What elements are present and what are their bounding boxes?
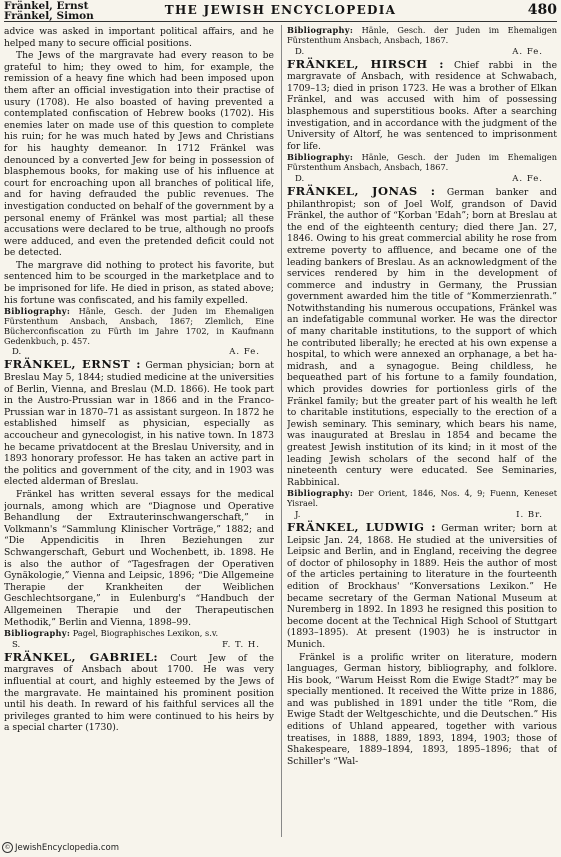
paragraph: The margrave did nothing to protect his favorite, but sentenced him to be scourged in the marketplace and to be imprisoned for life. He died in prison, as stated above; his fortune was confiscated, and his family expelled. [4,259,274,306]
site-credit-text: JewishEncyclopedia.com [15,843,120,853]
entry-heading: FRÄNKEL, LUDWIG : [287,519,436,534]
signature [4,640,274,650]
signature [287,510,557,520]
signature-initial: D. [295,173,305,184]
signature-author: A. Fe. [512,46,543,57]
signature-initial: D. [295,46,305,57]
header-rule [4,21,557,22]
site-credit[interactable] [2,842,119,853]
entry-hirsch [287,56,557,153]
bibliography-text: Der Orient, 1846, Nos. 4, 9; Fuenn, Keneset Yisrael. [287,488,557,509]
entry-ludwig [287,519,557,651]
paragraph: advice was asked in important political affairs, and he helped many to secure official positions. [4,26,274,49]
signature [4,347,274,357]
bibliography [287,26,557,46]
running-head-first: Fränkel, Ernst [4,0,89,12]
entry-text: Court Jew of the margraves of Ansbach about 1700. He was very influential at court, and highly esteemed by the Jews of the margravate. He maintained his prominent position until his death. In reward of his faithful services all the privileges granted to him were continued to his heirs by a special charter (1730). [4,652,274,734]
bibliography-label: Bibliography: [4,628,71,639]
entry-gabriel [4,649,274,734]
signature [287,47,557,57]
bibliography [4,629,274,639]
signature-author: A. Fe. [229,347,260,358]
entry-text: German writer; born at Leipsic Jan. 24, 1868. He studied at the universities of Leipsic and Berlin, and in England, receiving the degree of doctor of philosophy in 1889. Heis the author of most of the articles pertaining to literature in the fourteenth edition of Brockhaus' “Konversations Lexikon.” He became secretary of the German National Museum at Nuremberg in 1892. In 1893 he resigned this position to become docent at the Technical High School of Stuttgart (1893–1895). At present (1903) he is instructor in Munich. [287,522,557,650]
entry-heading: FRÄNKEL, GABRIEL: [4,649,159,664]
bibliography-text: Hänle, Gesch. der Juden im Ehemaligen Fürstenthum Ansbach, Ansbach, 1867. [287,152,557,173]
bibliography-text: Hänle, Gesch. der Juden im Ehemaligen Fürstenthum Ansbach, Ansbach, 1867; Zlemlich, Eine Bücherconfiscation zu Fürth im Jahre 1702, in Kaufmann Gedenkbuch, p. 457. [4,306,274,346]
bibliography-label: Bibliography: [4,306,71,317]
bibliography [287,153,557,173]
left-column [4,26,274,837]
signature [287,174,557,184]
entry-ernst [4,359,274,488]
entry-jonas [287,183,557,488]
paragraph: Fränkel is a prolific writer on literature, modern languages, German history, bibliography, and folklore. His book, “Warum Heisst Rom die Ewige Stadt?” may be specially mentioned. It received the Witte prize in 1886, and was published in 1891 under the title “Rom, die Ewige Stadt der Weltgeschichte, und die Deutschen.” His editions of Uhland appeared, together with various treatises, in 1888, 1889, 1893, 1894, 1903; those of Shakespeare, 1889–1894, 1893, 1895–1896; that of Schiller's “Wal- [287,651,557,767]
column-divider [281,25,282,837]
bibliography-label: Bibliography: [287,26,354,35]
signature-author: F. T. H. [222,639,260,650]
bibliography [287,489,557,509]
bibliography-label: Bibliography: [287,488,354,499]
bibliography-text: Pagel, Biographisches Lexikon, s.v. [72,628,219,639]
entry-text: German banker and philanthropist; son of Joel Wolf, grandson of David Fränkel, the author of “Ḳorban 'Edah”; born at Breslau at the end of the eighteenth century; died there Jan. 27, 1846. Owing to his great commercial ability he rose from extreme poverty to affluence, and became one of the leading bankers of Breslau. As an acknowledgment of the services rendered by him in the development of commerce and industry in Germany, the Prussian government awarded him the title of “Kommerzienrath.” Notwithstanding his numerous occupations, Fränkel was an indefatigable communal worker. He was the director of many charitable institutions, to the support of which he contributed liberally; he erected at his own expense a hospital, to which were annexed an orphanage, a bet ha-midrash, and a synagogue. Being childless, he bequeathed part of his fortune to a family foundation, which provides dowries for portionless girls of the Fränkel family; but the greater part of his wealth he left to charitable institutions, especially to the erection of a Jewish seminary. This seminary, which bears his name, was inaugurated at Breslau in 1854 and became the greatest Jewish institution of its kind; in it most of the leading Jewish scholars of the second half of the nineteenth century were educated. See Seminaries, Rabbinical. [287,186,557,488]
bibliography [4,307,274,346]
signature-initial: J. [295,509,301,520]
publication-title: THE JEWISH ENCYCLOPEDIA [164,3,397,17]
entry-heading: FRÄNKEL, HIRSCH : [287,56,444,71]
copyright-icon: © [2,842,13,853]
signature-initial: S. [12,639,21,650]
paragraph: The Jews of the margravate had every reason to be grateful to him; they owed to him, for example, the remission of a heavy fine which had been imposed upon them after an official investigation into their practise of usury (1708). He also boasted of having prevented a contemplated confiscation of Hebrew books (1702). His enemies later on made use of this question to complete his ruin; for he was much hated by Jews and Christians for his haughty demeanor. In 1712 Fränkel was denounced by a converted Jew for being in possession of blasphemous books, for making use of his influence at court for encroaching upon all branches of political life, and for having defrauded the public revenues. The investigation conducted on behalf of the government by a personal enemy of Fränkel was most partial; all these accusations were declared to be true, although no proofs were adduced, and even the pretended deficit could not be detected. [4,50,274,259]
page-number: 480 [527,2,557,18]
entry-text: Chief rabbi in the margravate of Ansbach, with residence at Schwabach, 1709–13; died in prison 1723. He was a brother of Elkan Fränkel, and was accused with him of possessing blasphemous and superstitious books. After a searching investigation, and in accordance with the judgment of the University of Altorf, he was sentenced to imprisonment for life. [287,59,557,152]
bibliography-text: Hänle, Gesch. der Juden im Ehemaligen Fürstenthum Ansbach, Ansbach, 1867. [287,26,557,45]
entry-heading: FRÄNKEL, ERNST : [4,357,141,372]
entry-heading: FRÄNKEL, JONAS : [287,183,436,198]
signature-author: I. Br. [516,509,543,520]
entry-text: German physician; born at Breslau May 5, 1844; studied medicine at the universities of Berlin, Vienna, and Breslau (M.D. 1866). He took part in the Austro-Prussian war in 1866 and in the Franco-Prussian war in 1870–71 as assistant surgeon. In 1872 he established himself as physician, especially as accoucheur and gynecologist, in his native town. In 1873 he became privatdocent at the Breslau University, and in 1893 honorary professor. He has taken an active part in the politics and government of the city, and in 1903 was elected alderman of Breslau. [4,360,274,488]
running-head-second: Fränkel, Simon [4,10,94,22]
running-header [0,0,561,20]
signature-author: A. Fe. [512,173,543,184]
signature-initial: D. [12,347,22,358]
right-column [287,26,557,837]
paragraph: Fränkel has written several essays for the medical journals, among which are “Diagnose und Operative Behandlung der Extrauterinschwangerschaft,” in Volkmann's “Sammlung Klinischer Vorträge,” 1882; and “Die Appendicitis in Ihren Beziehungen zur Schwangerschaft, Geburt und Wochenbett, ib. 1898. He is also the author of “Tagesfragen der Operativen Gynäkologie,” Vienna and Leipsic, 1896; “Die Allgemeine Therapie der Krankheiten der Weiblichen Geschlechtsorgane,” in Eulenburg's “Handbuch der Allgemeinen Therapie und der Therapeutischen Methodik,” Berlin and Vienna, 1898–99. [4,488,274,628]
bibliography-label: Bibliography: [287,152,354,163]
